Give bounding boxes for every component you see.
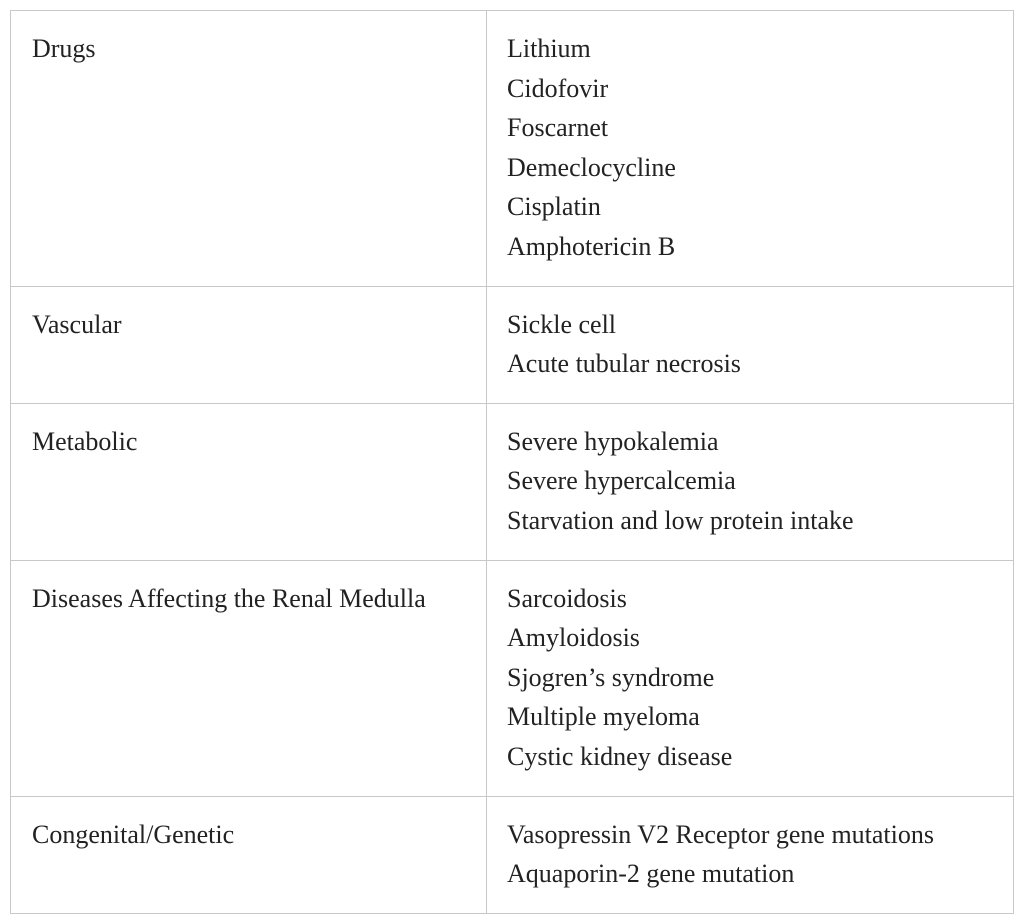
list-item: Cisplatin [507, 192, 601, 222]
items-cell [487, 403, 1014, 560]
list-item: Sickle cell [507, 309, 617, 339]
table-row [11, 796, 1014, 913]
category-cell [11, 286, 487, 403]
list-item: Severe hypercalcemia [507, 466, 736, 496]
category-label: Vascular [32, 309, 122, 339]
list-item: Amphotericin B [507, 231, 676, 261]
table-row [11, 286, 1014, 403]
items-cell [487, 796, 1014, 913]
list-item: Cidofovir [507, 73, 609, 103]
list-item: Starvation and low protein intake [507, 505, 854, 535]
list-item: Sarcoidosis [507, 583, 627, 613]
table-row [11, 560, 1014, 796]
list-item: Severe hypokalemia [507, 426, 719, 456]
table-row [11, 403, 1014, 560]
list-item: Demeclocycline [507, 152, 676, 182]
list-item: Acute tubular necrosis [507, 349, 741, 379]
causes-table [10, 10, 1014, 914]
category-label: Drugs [32, 34, 96, 63]
items-cell [487, 11, 1014, 287]
category-label: Diseases Affecting the Renal Medulla [32, 583, 426, 613]
category-cell [11, 796, 487, 913]
list-item: Sjogren’s syndrome [507, 662, 715, 692]
table-row [11, 11, 1014, 287]
list-item: Lithium [507, 34, 591, 63]
list-item: Cystic kidney disease [507, 741, 733, 771]
list-item: Multiple myeloma [507, 702, 700, 732]
list-item: Vasopressin V2 Receptor gene mutations [507, 819, 934, 849]
category-label: Congenital/Genetic [32, 819, 235, 849]
list-item: Aquaporin-2 gene mutation [507, 859, 795, 889]
category-cell [11, 11, 487, 287]
category-cell [11, 403, 487, 560]
category-label: Metabolic [32, 426, 138, 456]
items-cell [487, 560, 1014, 796]
items-cell [487, 286, 1014, 403]
list-item: Foscarnet [507, 113, 609, 143]
category-cell [11, 560, 487, 796]
causes-table-container [10, 10, 1014, 914]
list-item: Amyloidosis [507, 623, 640, 653]
